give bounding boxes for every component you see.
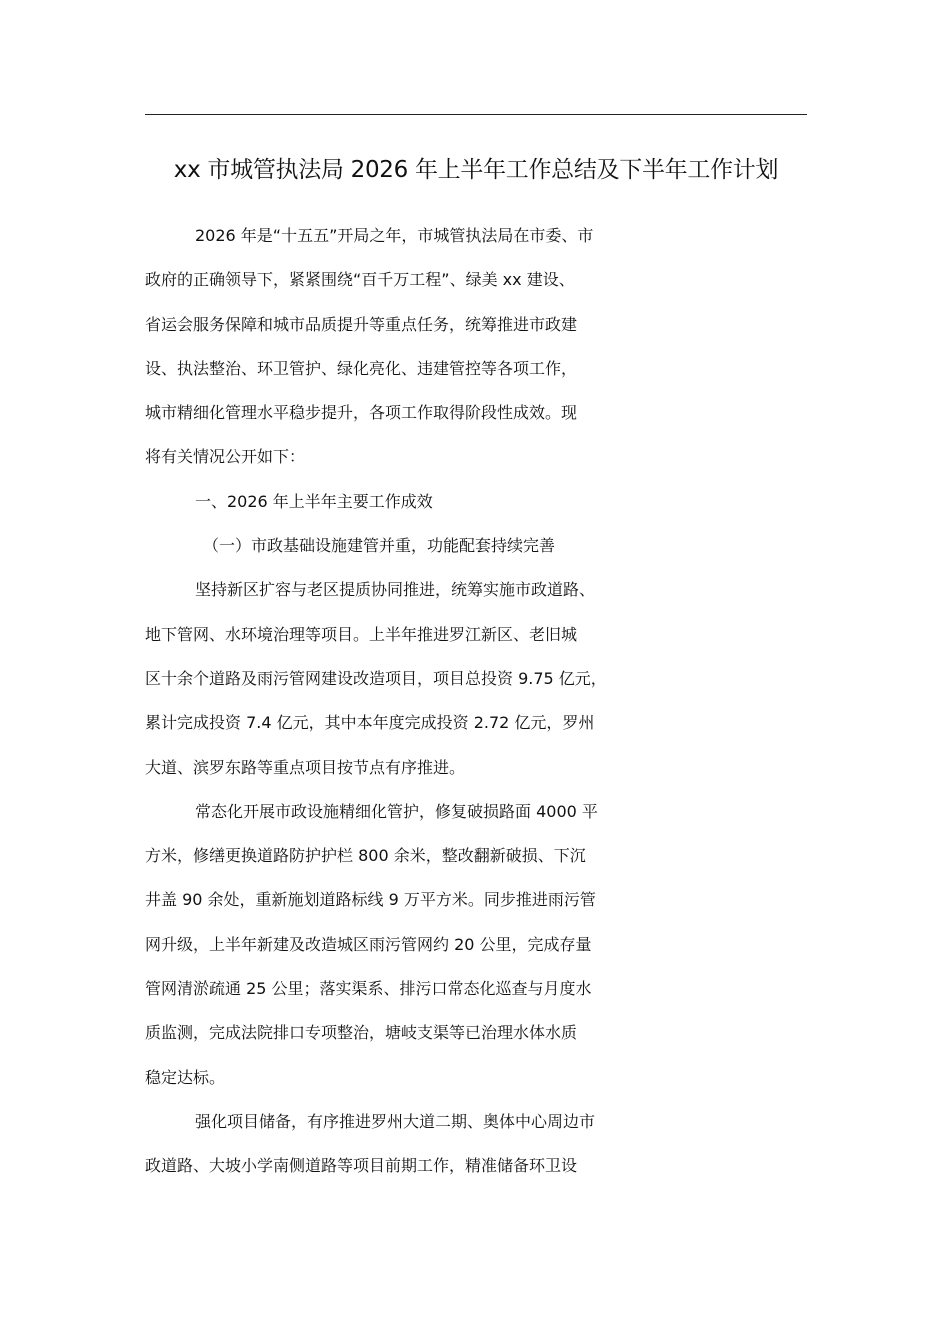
text-line: 常态化开展市政设施精细化管护，修复破损路面 4000 平 [195, 801, 598, 821]
text-line: 大道、滨罗东路等重点项目按节点有序推进。 [145, 757, 466, 777]
text-line: 坚持新区扩容与老区提质协同推进，统筹实施市政道路、 [195, 580, 596, 600]
text-line: 设、执法整治、环卫管护、绿化亮化、违建管控等各项工作， [145, 358, 578, 378]
text-line: 管网清淤疏通 25 公里；落实渠系、排污口常态化巡查与月度水 [145, 979, 592, 999]
text-line: 井盖 90 余处，重新施划道路标线 9 万平方米。同步推进雨污管 [145, 890, 596, 910]
text-line: 政府的正确领导下，紧紧围绕“百千万工程”、绿美 xx 建设、 [145, 270, 575, 290]
text-line: 稳定达标。 [145, 1067, 226, 1087]
text-line: 政道路、大坡小学南侧道路等项目前期工作，精准储备环卫设 [145, 1156, 578, 1176]
text-line: 累计完成投资 7.4 亿元，其中本年度完成投资 2.72 亿元，罗州 [145, 713, 595, 733]
header-rule [145, 114, 807, 115]
text-line: 网升级，上半年新建及改造城区雨污管网约 20 公里，完成存量 [145, 934, 592, 954]
section-heading: 一、2026 年上半年主要工作成效 [195, 491, 433, 511]
text-line: 城市精细化管理水平稳步提升，各项工作取得阶段性成效。现 [145, 403, 578, 423]
text-line: 质监测，完成法院排口专项整治，塘岐支渠等已治理水体水质 [145, 1023, 578, 1043]
text-line: 省运会服务保障和城市品质提升等重点任务，统筹推进市政建 [145, 314, 578, 334]
text-line: 强化项目储备，有序推进罗州大道二期、奥体中心周边市 [195, 1111, 596, 1131]
text-line: 将有关情况公开如下： [145, 447, 306, 467]
text-line: 地下管网、水环境治理等项目。上半年推进罗江新区、老旧城 [145, 624, 578, 644]
subsection-heading: （一）市政基础设施建管并重，功能配套持续完善 [203, 536, 556, 556]
text-line: 区十余个道路及雨污管网建设改造项目，项目总投资 9.75 亿元， [145, 668, 607, 688]
text-line: 2026 年是“十五五”开局之年，市城管执法局在市委、市 [195, 226, 594, 245]
document-title: xx 市城管执法局 2026 年上半年工作总结及下半年工作计划 [173, 157, 779, 183]
document-body [145, 223, 807, 1198]
text-line: 方米，修缮更换道路防护护栏 800 余米，整改翻新破损、下沉 [145, 846, 586, 866]
